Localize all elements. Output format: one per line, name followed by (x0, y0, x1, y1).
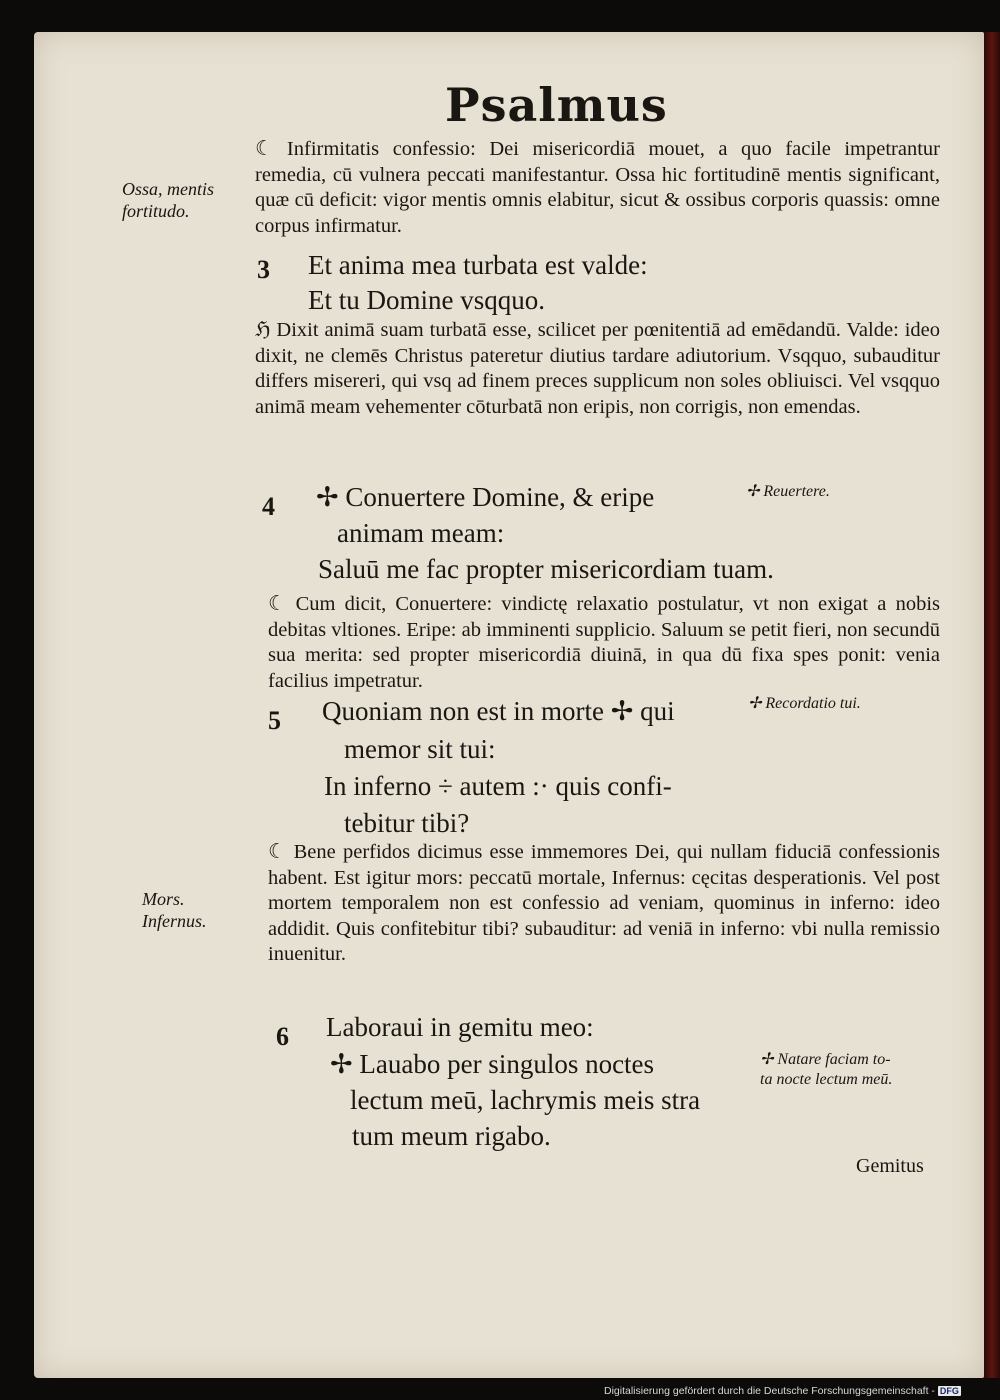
verse-text: lectum meū, lachrymis meis stra (350, 1085, 701, 1115)
margin-note: Mors. Infernus. (142, 889, 207, 931)
verse-text: animam meam: (337, 518, 505, 548)
verse-number: 3 (257, 255, 270, 284)
verse-text: memor sit tui: (344, 734, 496, 764)
verse-text: tebitur tibi? (344, 808, 470, 838)
verse-text: Et anima mea turbata est valde: Et tu Domine vsqquo. (308, 250, 648, 315)
verse-text: Saluū me fac propter misericordiam tuam. (318, 554, 774, 584)
margin-note: ✢ Reuertere. (746, 483, 830, 500)
gloss-paragraph: ☾ Cum dicit, Conuertere: vindictę relaxatio postulatur, vt non exigat a nobis debitas vltiones. Eripe: ab imminenti supplicio. Saluum se petit fieri, non secundū sua merita: sed propter misericordiā diuinā, in qua dū fixa spes ponit: venia facilius impetratur. (268, 593, 940, 692)
digitization-footer: Digitalisierung gefördert durch die Deutsche Forschungsgemeinschaft - DFG (604, 1385, 959, 1397)
dfg-logo: DFG (939, 1386, 959, 1396)
paragraph-mark-icon: ☾ (268, 593, 296, 615)
verse-text: tum meum rigabo. (352, 1121, 551, 1151)
page-title: Psalmus (445, 78, 668, 132)
catchword: Gemitus (856, 1155, 924, 1177)
verse-text: ✢ Conuertere Domine, & eripe (316, 482, 655, 512)
verse-text: Laboraui in gemitu meo: (326, 1012, 594, 1042)
verse-text: Quoniam non est in morte ✢ qui (322, 696, 675, 726)
book-spine (984, 32, 1000, 1378)
gloss-paragraph: ☾ Bene perfidos dicimus esse immemores Dei, qui nullam fiduciā confessionis habent. Est igitur mors: peccatū mortale, Infernus: cęcitas desperationis. Vel post mortem temporalem non est confessio ad veniam, quominus in inferno: ideo addidit. Quis confitebitur tibi? subauditur: ad veniā in inferno: vbi nulla remissio inuenitur. (268, 841, 940, 965)
paragraph-mark-icon: ℌ (255, 319, 277, 341)
verse-number: 6 (276, 1022, 289, 1051)
margin-note: ✢ Recordatio tui. (748, 695, 861, 712)
verse-text: In inferno ÷ autem :· quis confi- (324, 771, 672, 801)
margin-note: ✢ Natare faciam to- ta nocte lectum meū. (760, 1051, 893, 1088)
verse-number: 5 (268, 706, 281, 735)
paragraph-mark-icon: ☾ (255, 138, 287, 160)
paragraph-mark-icon: ☾ (268, 841, 294, 863)
gloss-paragraph: ℌ Dixit animā suam turbatā esse, scilicet per pœnitentiā ad emēdandū. Valde: ideo dixit, ne clemēs Christus pateretur diutius tardare adiutorium. Vsqquo, subauditur differs misereri, qui vsq ad finem preces supplicum non soles obliuisci. Vel vsqquo animā meam vehementer cōturbatā non eripis, non corrigis, non emendas. (255, 319, 940, 418)
verse-text: ✢ Lauabo per singulos noctes (330, 1049, 655, 1079)
margin-note: Ossa, mentis fortitudo. (122, 179, 215, 221)
verse-number: 4 (262, 492, 275, 521)
gloss-paragraph: ☾ Infirmitatis confessio: Dei misericordiā mouet, a quo facile impetrantur remedia, cū vulnera peccati manifestantur. Ossa hic fortitudinē mentis significant, quæ cū deficit: vigor mentis omnis elabitur, sicut & ossibus corporis quassis: omne corpus infirmatur. (255, 138, 940, 237)
